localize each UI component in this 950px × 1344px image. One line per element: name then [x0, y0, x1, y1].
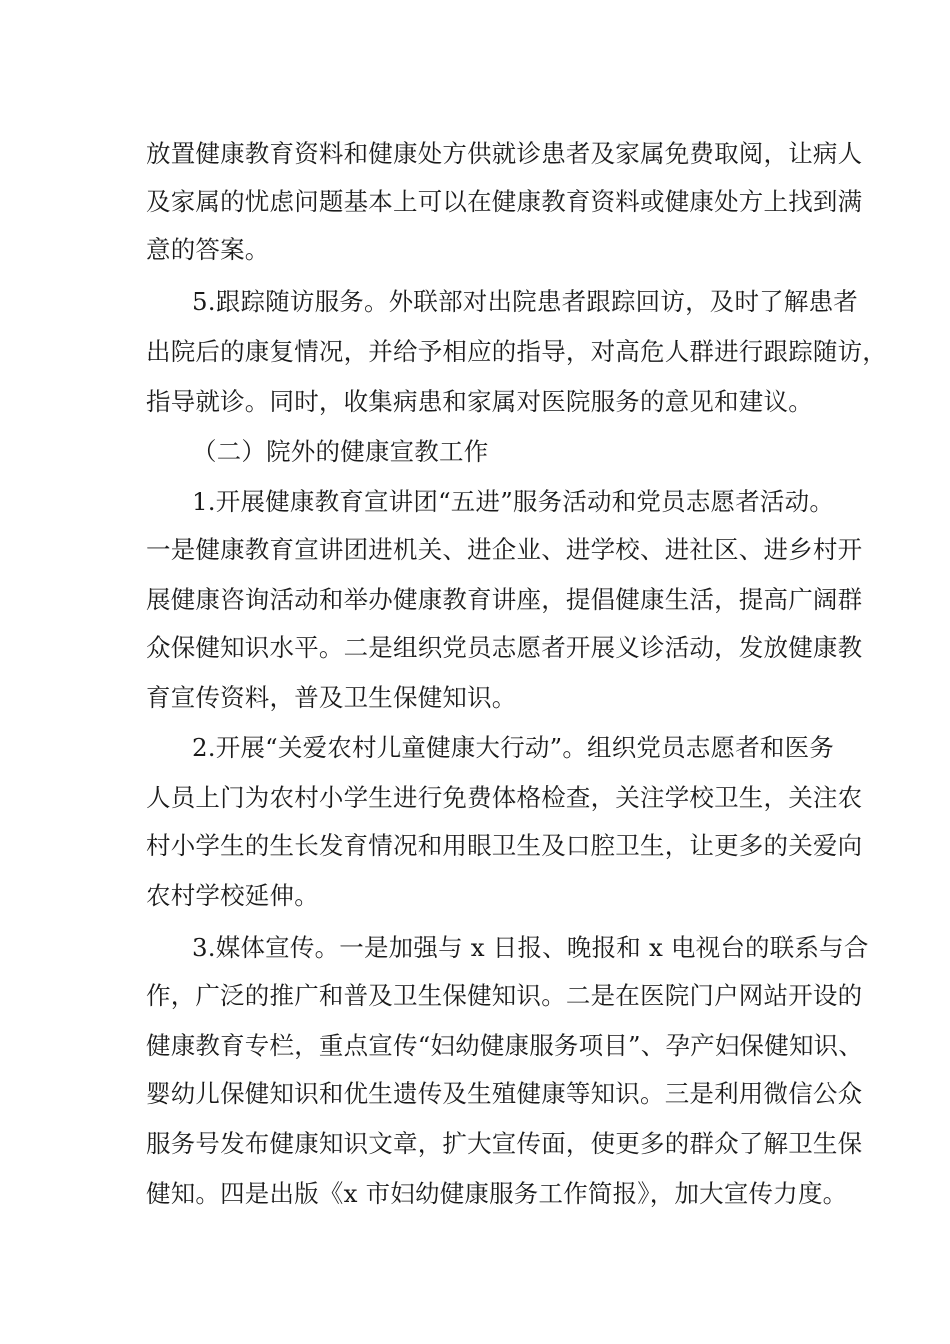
- body-text-line: 健知。四是出版《x 市妇幼健康服务工作简报》，加大宣传力度。: [146, 1179, 848, 1208]
- body-text-line: 出院后的康复情况，并给予相应的指导，对高危人群进行跟踪随访，: [146, 337, 887, 366]
- body-text-line: 健康教育专栏，重点宣传“妇幼健康服务项目”、孕产妇保健知识、: [146, 1031, 864, 1060]
- body-text-line: 育宣传资料，普及卫生保健知识。: [146, 683, 517, 712]
- body-text-line: 人员上门为农村小学生进行免费体格检查，关注学校卫生，关注农: [146, 783, 863, 812]
- body-text-line: 村小学生的生长发育情况和用眼卫生及口腔卫生，让更多的关爱向: [146, 831, 863, 860]
- body-text-line: 1.开展健康教育宣讲团“五进”服务活动和党员志愿者活动。: [192, 487, 835, 516]
- body-text-line: 指导就诊。同时，收集病患和家属对医院服务的意见和建议。: [146, 387, 813, 416]
- body-text-line: 展健康咨询活动和举办健康教育讲座，提倡健康生活，提高广阔群: [146, 585, 863, 614]
- body-text-line: 2.开展“关爱农村儿童健康大行动”。组织党员志愿者和医务: [192, 733, 835, 762]
- body-text-line: 作，广泛的推广和普及卫生保健知识。二是在医院门户网站开设的: [146, 981, 863, 1010]
- section-heading: （二）院外的健康宣教工作: [192, 437, 489, 466]
- body-text-line: 婴幼儿保健知识和优生遗传及生殖健康等知识。三是利用微信公众: [146, 1079, 863, 1108]
- body-text-line: 众保健知识水平。二是组织党员志愿者开展义诊活动，发放健康教: [146, 633, 863, 662]
- body-text-line: 及家属的忧虑问题基本上可以在健康教育资料或健康处方上找到满: [146, 187, 863, 216]
- body-text-line: 意的答案。: [146, 235, 270, 264]
- body-text-line: 农村学校延伸。: [146, 881, 319, 910]
- body-text-line: 5.跟踪随访服务。外联部对出院患者跟踪回访，及时了解患者: [192, 287, 858, 316]
- body-text-line: 服务号发布健康知识文章，扩大宣传面，使更多的群众了解卫生保: [146, 1129, 863, 1158]
- body-text-line: 一是健康教育宣讲团进机关、进企业、进学校、进社区、进乡村开: [146, 535, 863, 564]
- body-text-line: 3.媒体宣传。一是加强与 x 日报、晚报和 x 电视台的联系与合: [192, 933, 869, 962]
- body-text-line: 放置健康教育资料和健康处方供就诊患者及家属免费取阅，让病人: [146, 139, 863, 168]
